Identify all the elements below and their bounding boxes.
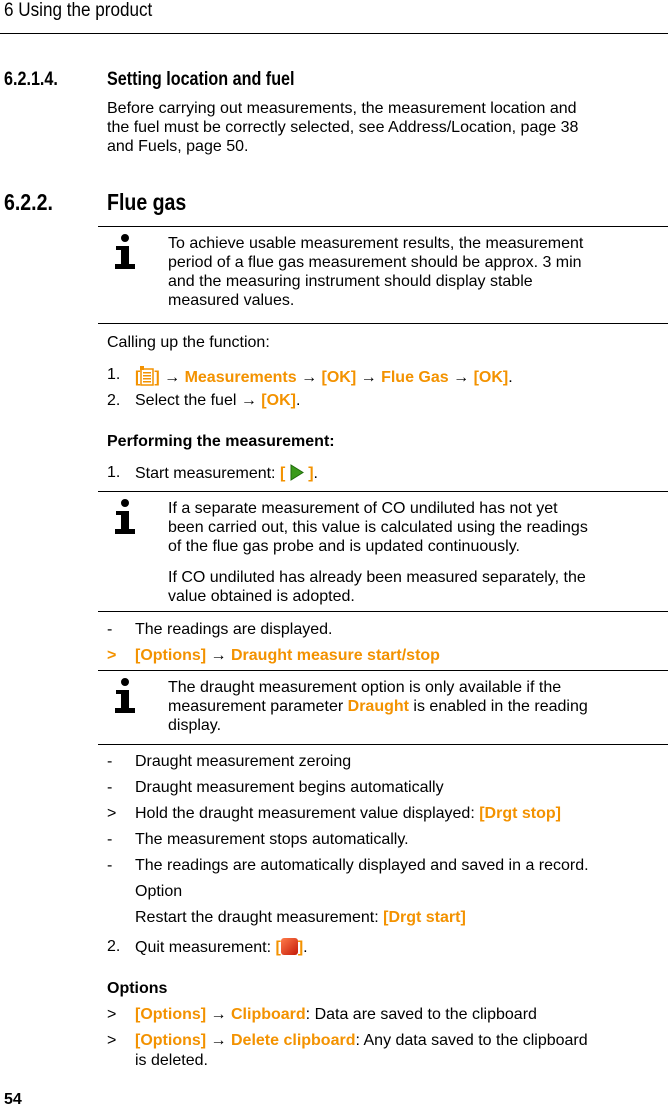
page-number: 54: [4, 1091, 22, 1108]
measurements-key[interactable]: Measurements: [184, 369, 297, 386]
section-number-flue: 6.2.2.: [4, 189, 53, 215]
list-text: Hold the draught measurement value displayed:: [135, 805, 480, 822]
list-item: Draught measurement zeroing: [135, 753, 352, 770]
note-co-undiluted: [168, 499, 588, 556]
delete-clipboard-key[interactable]: Delete clipboard: [231, 1032, 356, 1049]
step-quit-measurement: [135, 938, 308, 957]
step-number: 1.: [107, 366, 121, 383]
info-icon: [112, 498, 138, 538]
options-key[interactable]: [Options]: [135, 1032, 207, 1049]
arrow: →: [164, 369, 181, 386]
arrow: →: [301, 369, 318, 386]
option-clipboard: [135, 1006, 537, 1024]
note-draught-option: [168, 678, 588, 735]
list-marker: -: [107, 831, 113, 848]
list-marker: >: [107, 647, 117, 664]
note-line: To achieve usable measurement results, the measurement: [168, 235, 584, 252]
note-flue-period: [168, 234, 583, 310]
step-text: Quit measurement:: [135, 939, 276, 956]
draught-start-stop-key[interactable]: Draught measure start/stop: [231, 647, 440, 664]
arrow: →: [210, 647, 227, 664]
ok-key[interactable]: [OK]: [473, 369, 509, 386]
calling-label: Calling up the function:: [107, 334, 270, 351]
note-text: is enabled in the reading: [408, 698, 588, 715]
info-icon: [112, 677, 138, 717]
list-marker: >: [107, 1032, 117, 1049]
flue-gas-key[interactable]: Flue Gas: [381, 369, 449, 386]
section-title-location: Setting location and fuel: [107, 69, 295, 90]
list-marker: >: [107, 805, 117, 822]
step-start-measurement: [135, 464, 318, 483]
note-line: [168, 697, 588, 716]
note-rule: [98, 226, 668, 227]
option-label: Option: [135, 883, 183, 900]
paragraph-line: Before carrying out measurements, the measurement location and: [107, 100, 577, 117]
paragraph-line: the fuel must be correctly selected, see Address/Location, page 38: [107, 119, 579, 136]
step-number: 2.: [107, 392, 121, 409]
list-marker: -: [107, 779, 113, 796]
info-icon: [112, 233, 138, 273]
list-marker: -: [107, 753, 113, 770]
note-line: and the measuring instrument should display stable: [168, 273, 533, 290]
ok-key[interactable]: [OK]: [321, 369, 357, 386]
section-number-location: 6.2.1.4.: [4, 69, 58, 90]
option-text: : Data are saved to the clipboard: [305, 1006, 537, 1023]
note-line: The draught measurement option is only available if the: [168, 679, 562, 696]
note-line: value obtained is adopted.: [168, 588, 355, 605]
step-select-fuel: [135, 392, 300, 410]
note-line: If CO undiluted has already been measured separately, the: [168, 569, 586, 586]
options-draught-line: [135, 647, 440, 665]
note-line: of the flue gas probe and is updated continuously.: [168, 538, 520, 555]
step-number: 2.: [107, 938, 121, 955]
note-rule: [98, 611, 668, 612]
bracket: [: [279, 465, 286, 482]
period: .: [295, 392, 301, 409]
note-rule: [98, 491, 668, 492]
options-key[interactable]: [Options]: [135, 647, 207, 664]
note-line: measured values.: [168, 292, 295, 309]
note-text: measurement parameter: [168, 698, 348, 715]
location-paragraph: [107, 99, 578, 156]
draught-parameter: Draught: [347, 698, 409, 715]
restart-text: Restart the draught measurement:: [135, 909, 384, 926]
list-item: [135, 805, 561, 823]
arrow: →: [210, 1032, 227, 1049]
note-line: been carried out, this value is calculated using the readings: [168, 519, 588, 536]
performing-label: Performing the measurement:: [107, 433, 335, 450]
list-item: Draught measurement begins automatically: [135, 779, 444, 796]
ok-key[interactable]: [OK]: [261, 392, 296, 409]
paragraph-line: and Fuels, page 50.: [107, 138, 249, 155]
option-delete-clipboard: [135, 1032, 588, 1050]
drgt-stop-key[interactable]: [Drgt stop]: [479, 805, 561, 822]
bracket: ]: [154, 369, 160, 386]
period: .: [508, 369, 513, 386]
bracket: ]: [297, 939, 304, 956]
list-marker: -: [107, 857, 113, 874]
stop-icon[interactable]: [281, 938, 298, 955]
arrow: →: [360, 369, 377, 386]
clipboard-key[interactable]: Clipboard: [231, 1006, 306, 1023]
step-call-function: [135, 366, 513, 387]
list-item: The readings are automatically displayed and saved in a record.: [135, 857, 589, 874]
period: .: [313, 465, 318, 482]
note-co-adopted: [168, 568, 586, 606]
restart-line: [135, 909, 466, 927]
bracket: [: [135, 369, 141, 386]
bracket: [: [275, 939, 281, 956]
note-rule: [98, 670, 668, 671]
option-text-continued: is deleted.: [135, 1052, 208, 1069]
note-rule: [98, 323, 668, 324]
options-key[interactable]: [Options]: [135, 1006, 207, 1023]
note-line: display.: [168, 717, 222, 734]
drgt-start-key[interactable]: [Drgt start]: [383, 909, 466, 926]
note-line: If a separate measurement of CO undiluted has not yet: [168, 500, 558, 517]
play-icon[interactable]: [290, 464, 304, 481]
note-rule: [98, 744, 668, 745]
step-number: 1.: [107, 464, 121, 481]
list-marker: >: [107, 1006, 117, 1023]
arrow: →: [453, 369, 470, 386]
option-text: : Any data saved to the clipboard: [355, 1032, 588, 1049]
chapter-header: 6 Using the product: [4, 0, 153, 21]
step-text: Select the fuel →: [135, 392, 262, 409]
section-title-flue: Flue gas: [107, 189, 187, 215]
list-marker: -: [107, 621, 113, 638]
list-item: The measurement stops automatically.: [135, 831, 409, 848]
options-title: Options: [107, 980, 168, 997]
readings-displayed: The readings are displayed.: [135, 621, 333, 638]
bracket: ]: [308, 465, 314, 482]
header-rule: [0, 33, 668, 34]
menu-list-icon[interactable]: [140, 366, 154, 386]
period: .: [303, 939, 308, 956]
arrow: →: [210, 1006, 227, 1023]
note-line: period of a flue gas measurement should be approx. 3 min: [168, 254, 582, 271]
step-text: Start measurement:: [135, 465, 280, 482]
